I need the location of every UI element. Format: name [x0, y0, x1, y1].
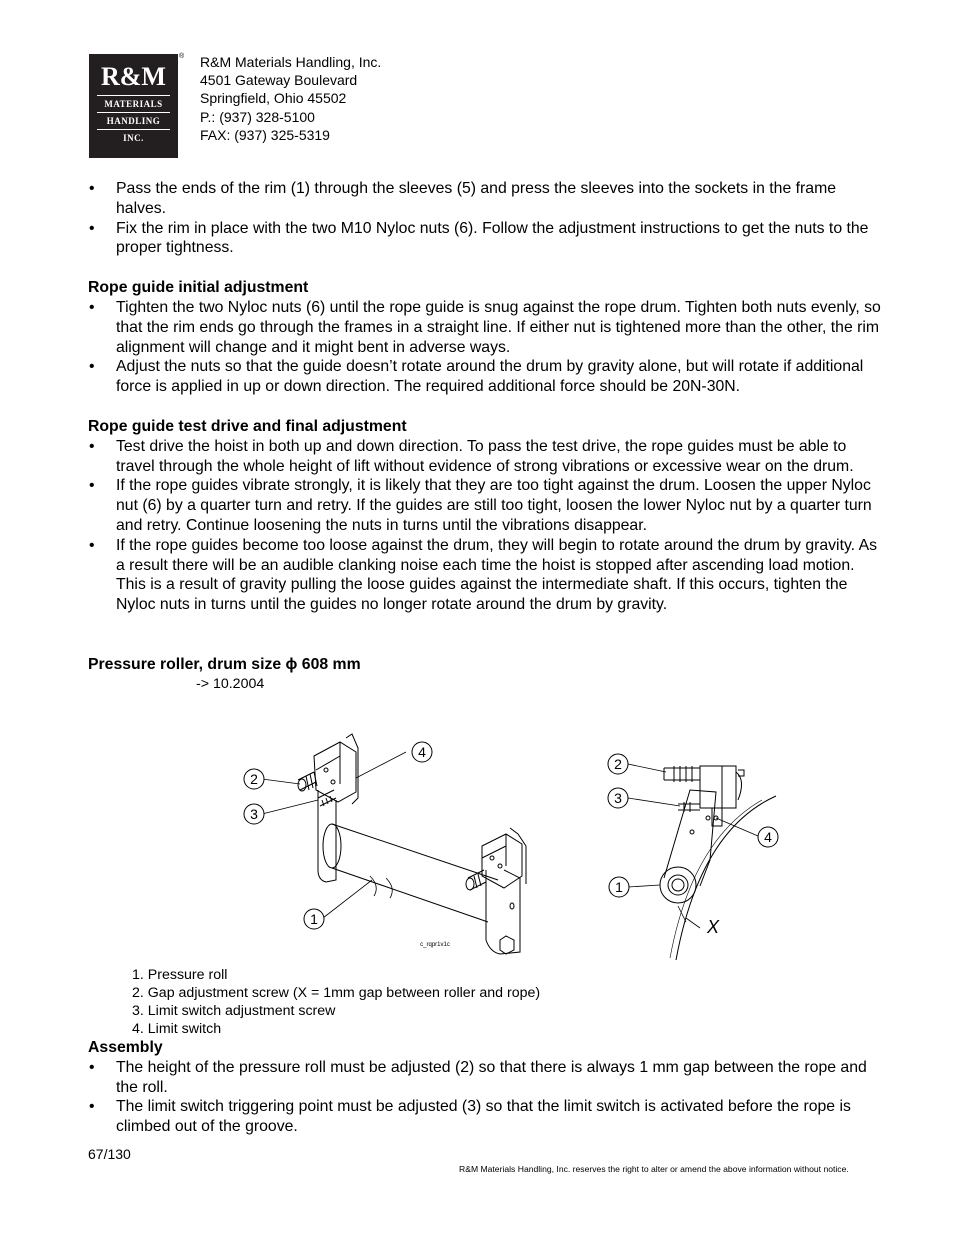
- limit-screw-side: [678, 802, 700, 812]
- page-number: 67/130: [88, 1146, 131, 1162]
- figure-legend: [132, 966, 540, 1038]
- legend-item: 1. Pressure roll: [132, 967, 228, 983]
- callout-1-right: 1: [615, 879, 623, 895]
- logo-materials: MATERIALS: [104, 99, 163, 109]
- leader-lines: [262, 752, 406, 918]
- drawing-code: c_rqpr1v1c: [420, 942, 450, 948]
- limit-switch-body: [314, 742, 356, 802]
- leader-lines-right: [628, 764, 758, 887]
- gap-label: X: [706, 917, 720, 937]
- address-fax: FAX: (937) 325-5319: [200, 126, 330, 143]
- callout-3: 3: [250, 806, 258, 822]
- callout-2: 2: [250, 771, 258, 787]
- pressure-roll: [660, 867, 696, 903]
- callout-4: 4: [418, 744, 426, 760]
- logo-monogram: R&M: [101, 62, 166, 91]
- list-item: • If the rope guides become too loose against the drum, they will begin to rotate around the drum by gravity. As a result there will be an audible clanking noise each time the hoist is stopped after ascending load motion. This is a result of gravity pulling the loose guides against the intermediate shaft. If this occurs, tighten the Nyloc nuts in turns until the guides no longer rotate around the drum by gravity.: [88, 536, 888, 615]
- assembly-section: [88, 1038, 888, 1137]
- list-item: • Test drive the hoist in both up and down direction. To pass the test drive, the rope guides must be able to travel through the whole height of lift without evidence of strong vibrations or excessive wear on the drum.: [88, 437, 888, 477]
- list-item: • Pass the ends of the rim (1) through the sleeves (5) and press the sleeves into the sockets in the frame halves.: [88, 179, 888, 219]
- right-bracket: [486, 870, 520, 954]
- section-heading: Assembly: [88, 1039, 163, 1056]
- gap-screw-side: [664, 768, 700, 780]
- logo-inc: INC.: [123, 133, 144, 143]
- list-item: • If the rope guides vibrate strongly, it is likely that they are too tight against the drum. Loosen the upper Nyloc nut (6) by a quarter turn and retry. If the guides are still too tight, loosen the lower Nyloc nut by a quarter turn and retry. Continue loosening the nuts in turns until the vibrations disappear.: [88, 476, 888, 535]
- callout-2-right: 2: [614, 756, 622, 772]
- drum-outline: [676, 796, 776, 960]
- registered-mark: ®: [179, 53, 185, 60]
- address-street: 4501 Gateway Boulevard: [200, 72, 358, 89]
- logo-handling: HANDLING: [106, 116, 161, 126]
- list-item: • Adjust the nuts so that the guide doesn’t rotate around the drum by gravity alone, but will rotate if additional force is applied in up or down direction. The required additional force should be 20N-30N.: [88, 357, 888, 397]
- callout-3-right: 3: [614, 790, 622, 806]
- list-item: • Fix the rim in place with the two M10 Nyloc nuts (6). Follow the adjustment instructions to get the nuts to the proper tightness.: [88, 219, 888, 259]
- address-phone: P.: (937) 328-5100: [200, 108, 315, 125]
- validity-date: -> 10.2004: [196, 675, 265, 692]
- limit-switch-body-right: [482, 834, 522, 888]
- roller-body: [332, 824, 498, 922]
- address-city: Springfield, Ohio 45502: [200, 90, 347, 107]
- legend-item: 4. Limit switch: [132, 1021, 222, 1037]
- legend-item: 3. Limit switch adjustment screw: [132, 1003, 336, 1019]
- address-company: R&M Materials Handling, Inc.: [200, 54, 382, 70]
- callout-1: 1: [310, 911, 318, 927]
- limit-switch-body-side: [700, 766, 736, 808]
- legend-item: 2. Gap adjustment screw (X = 1mm gap between roller and rope): [132, 985, 541, 1001]
- section-heading: Rope guide test drive and final adjustment: [88, 417, 407, 435]
- assembly-list: [88, 1058, 888, 1137]
- list-item: • The limit switch triggering point must be adjusted (3) so that the limit switch is activated before the rope is climbed out of the groove.: [88, 1097, 888, 1137]
- list-item: • The height of the pressure roll must be adjusted (2) so that there is always 1 mm gap between the rope and the roll.: [88, 1058, 888, 1098]
- list-item: • Tighten the two Nyloc nuts (6) until the rope guide is snug against the rope drum. Tighten both nuts evenly, so that the rim ends go through the frames in a straight line. If either nut is tightened more than the other, the rim alignment will change and it might bent in adverse ways.: [88, 298, 888, 357]
- section-heading: Rope guide initial adjustment: [88, 279, 309, 297]
- right-view: [608, 754, 778, 960]
- callout-4-right: 4: [764, 829, 772, 845]
- left-view: [244, 734, 526, 954]
- footer-disclaimer: R&M Materials Handling, Inc. reserves the right to alter or amend the above information without notice.: [459, 1164, 849, 1174]
- section-heading: Pressure roller, drum size ϕ 608 mm: [88, 655, 361, 673]
- roller-end: [323, 824, 341, 868]
